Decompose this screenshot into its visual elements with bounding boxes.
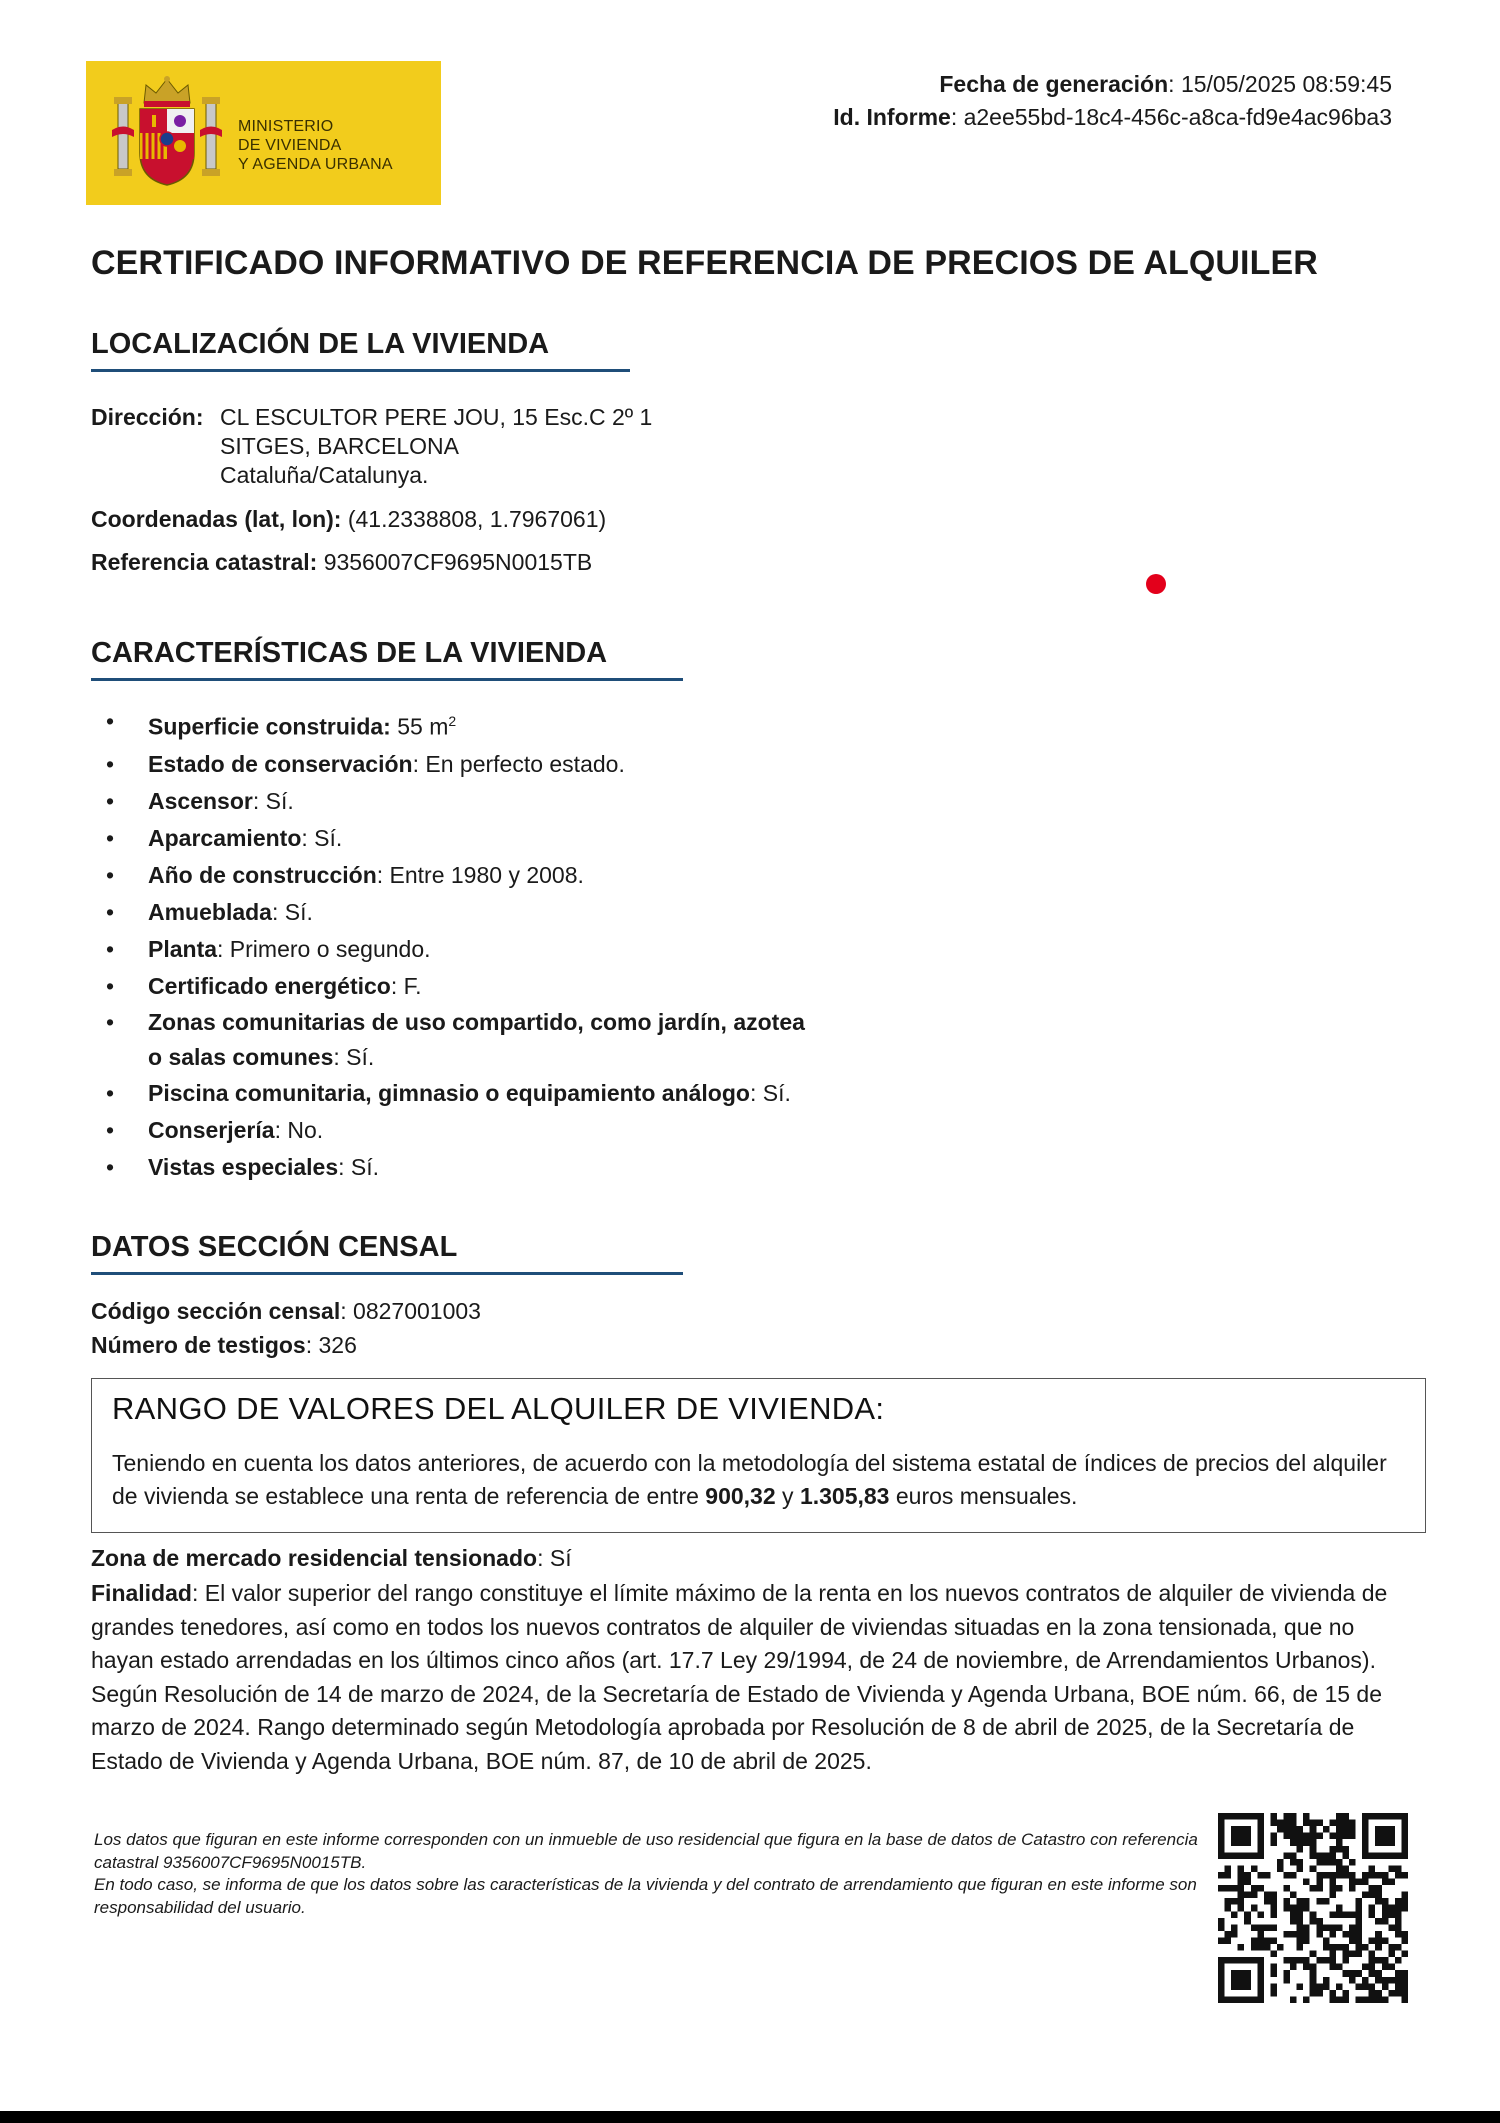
list-item: • Conserjería: No.: [91, 1112, 968, 1149]
bullet-icon: •: [106, 898, 115, 925]
list-item: • Zonas comunitarias de uso compartido, como jardín, azotea o salas comunes: Sí.: [91, 1005, 968, 1075]
list-item: • Estado de conservación: En perfecto estado.: [91, 746, 968, 783]
generation-date: Fecha de generación: 15/05/2025 08:59:45: [939, 71, 1392, 97]
bullet-icon: •: [106, 708, 115, 734]
bullet-icon: •: [106, 861, 115, 888]
address-label: Dirección:: [91, 404, 204, 430]
address-line: Cataluña/Catalunya.: [220, 462, 429, 488]
rent-range-text: Teniendo en cuenta los datos anteriores, de acuerdo con la metodología del sistema estatal de índices de precios del alquiler de vivienda se establece una renta de referencia de entre 900,32 y 1.305,83 euros mensuales.: [112, 1450, 1387, 1509]
rent-range-heading: RANGO DE VALORES DEL ALQUILER DE VIVIENDA:: [112, 1391, 885, 1426]
ministry-name: MINISTERIO DE VIVIENDA Y AGENDA URBANA: [238, 118, 393, 173]
footnote-line: En todo caso, se informa de que los datos sobre las características de la vivienda y del contrato de arrendamiento que figuran en este informe son responsabilidad del usuario.: [94, 1875, 1197, 1917]
address-line: SITGES, BARCELONA: [220, 433, 460, 459]
footnote: [94, 1829, 1214, 1919]
coordinates: Coordenadas (lat, lon): (41.2338808, 1.7967061): [91, 506, 607, 532]
bullet-icon: •: [106, 1008, 115, 1035]
report-metadata: [833, 68, 1392, 134]
list-item: • Superficie construida: 55 $m^2$: [91, 703, 968, 746]
section-heading-censal: DATOS SECCIÓN CENSAL: [91, 1231, 683, 1275]
rent-range-box: [91, 1378, 1426, 1533]
list-item: • Certificado energético: F.: [91, 968, 968, 1005]
report-id: Id. Informe: a2ee55bd-18c4-456c-a8ca-fd9e4ac96ba3: [833, 104, 1392, 130]
stressed-zone: Zona de mercado residencial tensionado: Sí: [91, 1545, 572, 1571]
bullet-icon: •: [106, 1116, 115, 1143]
list-item: • Amueblada: Sí.: [91, 894, 968, 931]
witness-count: Número de testigos: 326: [91, 1332, 357, 1358]
spanish-coat-of-arms-icon: [112, 75, 222, 191]
address-block: [91, 403, 653, 488]
list-item: • Piscina comunitaria, gimnasio o equipamiento análogo: Sí.: [91, 1075, 968, 1112]
list-item: • Año de construcción: Entre 1980 y 2008.: [91, 857, 968, 894]
document-title: CERTIFICADO INFORMATIVO DE REFERENCIA DE PRECIOS DE ALQUILER: [91, 244, 1318, 282]
address-lines: [220, 403, 652, 490]
rent-min-value: 900,32: [705, 1483, 776, 1509]
census-section-code: Código sección censal: 0827001003: [91, 1298, 481, 1324]
bullet-icon: •: [106, 1153, 115, 1180]
cadastral-reference: Referencia catastral: 9356007CF9695N0015TB: [91, 549, 593, 575]
bullet-icon: •: [106, 824, 115, 851]
list-item: • Ascensor: Sí.: [91, 783, 968, 820]
section-heading-localizacion: LOCALIZACIÓN DE LA VIVIENDA: [91, 328, 630, 372]
rent-max-value: 1.305,83: [799, 1483, 890, 1509]
qr-code-icon: [1218, 1813, 1408, 2003]
footnote-line: Los datos que figuran en este informe corresponden con un inmueble de uso residencial que figura en la base de datos de Catastro con referencia catastral 9356007CF9695N0015TB.: [94, 1830, 1198, 1872]
bullet-icon: •: [106, 750, 115, 777]
ministry-logo: [86, 61, 441, 205]
bullet-icon: •: [106, 972, 115, 999]
list-item: • Planta: Primero o segundo.: [91, 931, 968, 968]
bottom-edge-bar: [0, 2111, 1500, 2123]
bullet-icon: •: [106, 1079, 115, 1106]
list-item: • Aparcamiento: Sí.: [91, 820, 968, 857]
section-heading-caracteristicas: CARACTERÍSTICAS DE LA VIVIENDA: [91, 637, 683, 681]
list-item: • Vistas especiales: Sí.: [91, 1149, 968, 1186]
address-line: CL ESCULTOR PERE JOU, 15 Esc.C 2º 1: [220, 404, 653, 430]
purpose-paragraph: Finalidad: El valor superior del rango constituye el límite máximo de la renta en los nuevos contratos de alquiler de vivienda de grandes tenedores, así como en todos los nuevos contratos de alquiler de viviendas situadas en la zona tensionada, que no hayan estado arrendadas en los últimos cinco años (art. 17.7 Ley 29/1994, de 24 de noviembre, de Arrendamientos Urbanos). Según Resolución de 14 de marzo de 2024, de la Secretaría de Estado de Vivienda y Agenda Urbana, BOE núm. 66, de 15 de marzo de 2024. Rango determinado según Metodología aprobada por Resolución de 8 de abril de 2025, de la Secretaría de Estado de Vivienda y Agenda Urbana, BOE núm. 87, de 10 de abril de 2025.: [91, 1580, 1388, 1774]
location-dot-icon: [1146, 574, 1166, 594]
bullet-icon: •: [106, 787, 115, 814]
bullet-icon: •: [106, 935, 115, 962]
characteristics-list: [91, 703, 968, 1186]
